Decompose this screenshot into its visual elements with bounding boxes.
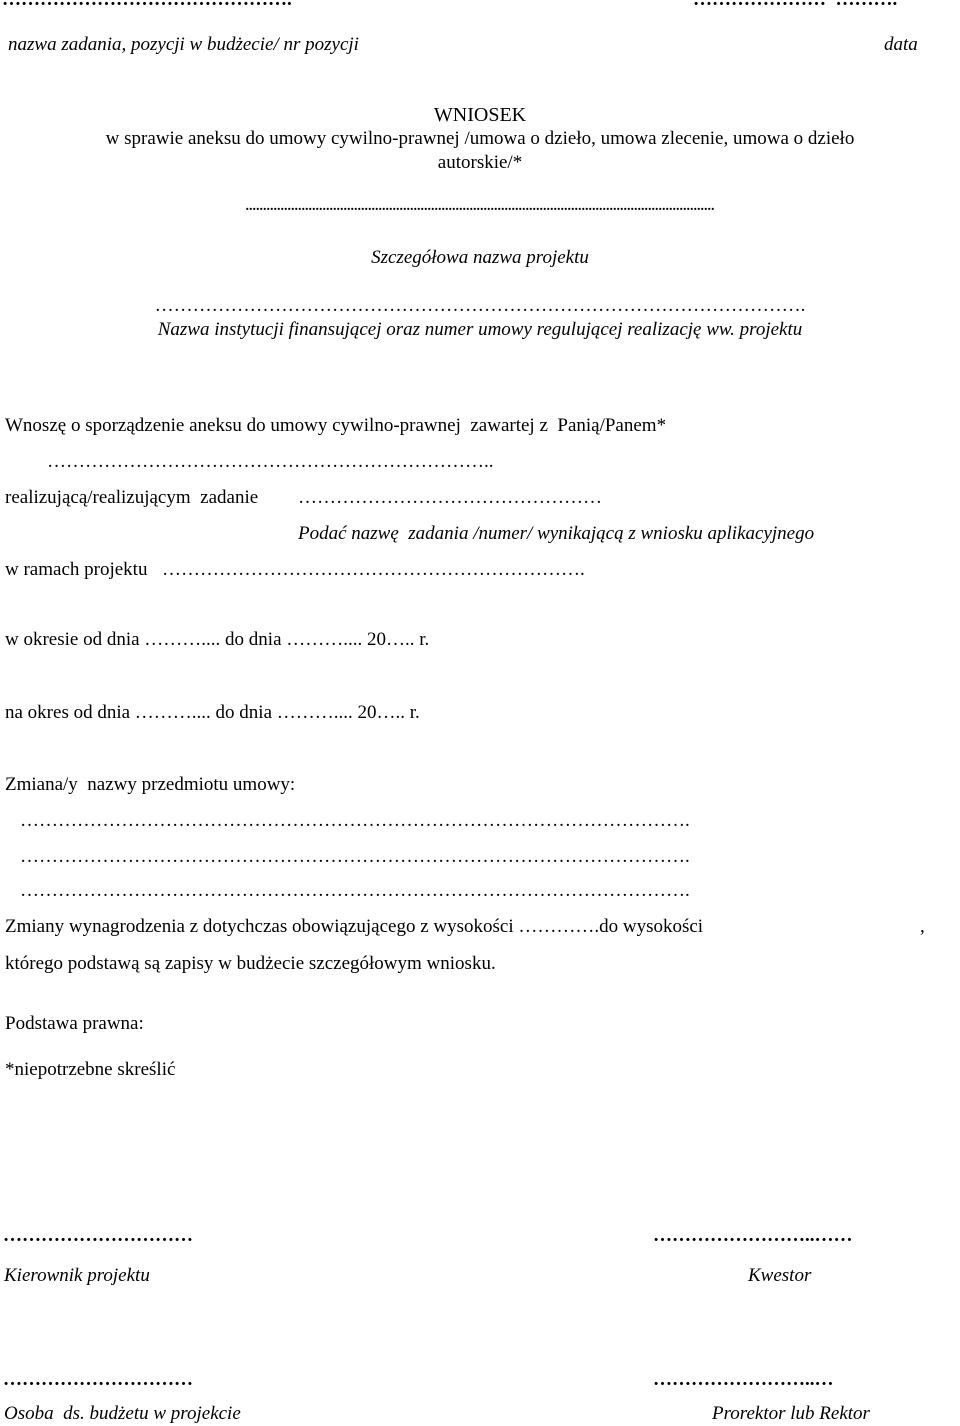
contract-period-line: w okresie od dnia ……….... do dnia ……….... 20….. r.	[5, 629, 430, 650]
document-subtitle: w sprawie aneksu do umowy cywilno-prawnej /umowa o dzieło, umowa zlecenie, umowa o dzieło	[105, 128, 855, 149]
date-caption: data	[884, 34, 918, 55]
project-label: w ramach projektu	[5, 559, 148, 580]
request-statement: Wnoszę o sporządzenie aneksu do umowy cywilno-prawnej zawartej z Panią/Panem*	[5, 415, 667, 436]
bursar-label: Kwestor	[748, 1265, 812, 1286]
budget-basis-line: którego podstawą są zapisy w budżecie szczegółowym wniosku.	[5, 953, 496, 974]
legal-basis-label: Podstawa prawna:	[5, 1013, 144, 1034]
task-label: realizującą/realizującym zadanie	[5, 487, 259, 508]
bursar-signature-line: ……………………..……	[653, 1225, 853, 1246]
task-field: …………………………………………	[298, 487, 602, 508]
institution-dots: ………………………………………………………………………………………….	[154, 295, 806, 316]
date-dots	[693, 0, 897, 9]
task-caption: Podać nazwę zadania /numer/ wynikającą z wniosku aplikacyjnego	[298, 523, 815, 544]
project-name-caption: Szczegółowa nazwa projektu	[371, 247, 589, 268]
person-name-field: ……………………………………………………………..	[47, 451, 494, 472]
budget-officer-signature-line: …………………………	[3, 1369, 193, 1390]
subject-change-field-2: …………………………………………………………………………………………….	[20, 846, 690, 867]
document-title: WNIOSEK	[433, 104, 527, 126]
salary-change-line: Zmiany wynagrodzenia z dotychczas obowiązującego z wysokości ………….do wysokości	[5, 916, 704, 937]
salary-comma: ,	[920, 916, 925, 937]
project-field: ………………………………………………………….	[162, 559, 585, 580]
subject-change-field-3: …………………………………………………………………………………………….	[20, 880, 690, 901]
new-period-line: na okres od dnia ……….... do dnia ……….... 20….. r.	[5, 702, 420, 723]
project-name-dots: ......................................................................................................................................	[245, 199, 715, 214]
institution-caption: Nazwa instytucji finansującej oraz numer umowy regulującej realizację ww. projektu	[157, 319, 803, 340]
subject-change-label: Zmiana/y nazwy przedmiotu umowy:	[5, 774, 296, 795]
budget-item-dots	[2, 0, 292, 9]
budget-item-caption: nazwa zadania, pozycji w budżecie/ nr pozycji	[8, 34, 359, 55]
subject-change-field-1: …………………………………………………………………………………………….	[20, 810, 690, 831]
rector-label: Prorektor lub Rektor	[712, 1403, 870, 1424]
document-subtitle-continued: autorskie/*	[437, 152, 523, 173]
rector-signature-line: ……………………..…	[653, 1369, 834, 1390]
footnote: *niepotrzebne skreślić	[5, 1059, 176, 1080]
budget-officer-label: Osoba ds. budżetu w projekcie	[4, 1403, 241, 1424]
project-manager-signature-line: …………………………	[3, 1225, 193, 1246]
project-manager-label: Kierownik projektu	[4, 1265, 150, 1286]
